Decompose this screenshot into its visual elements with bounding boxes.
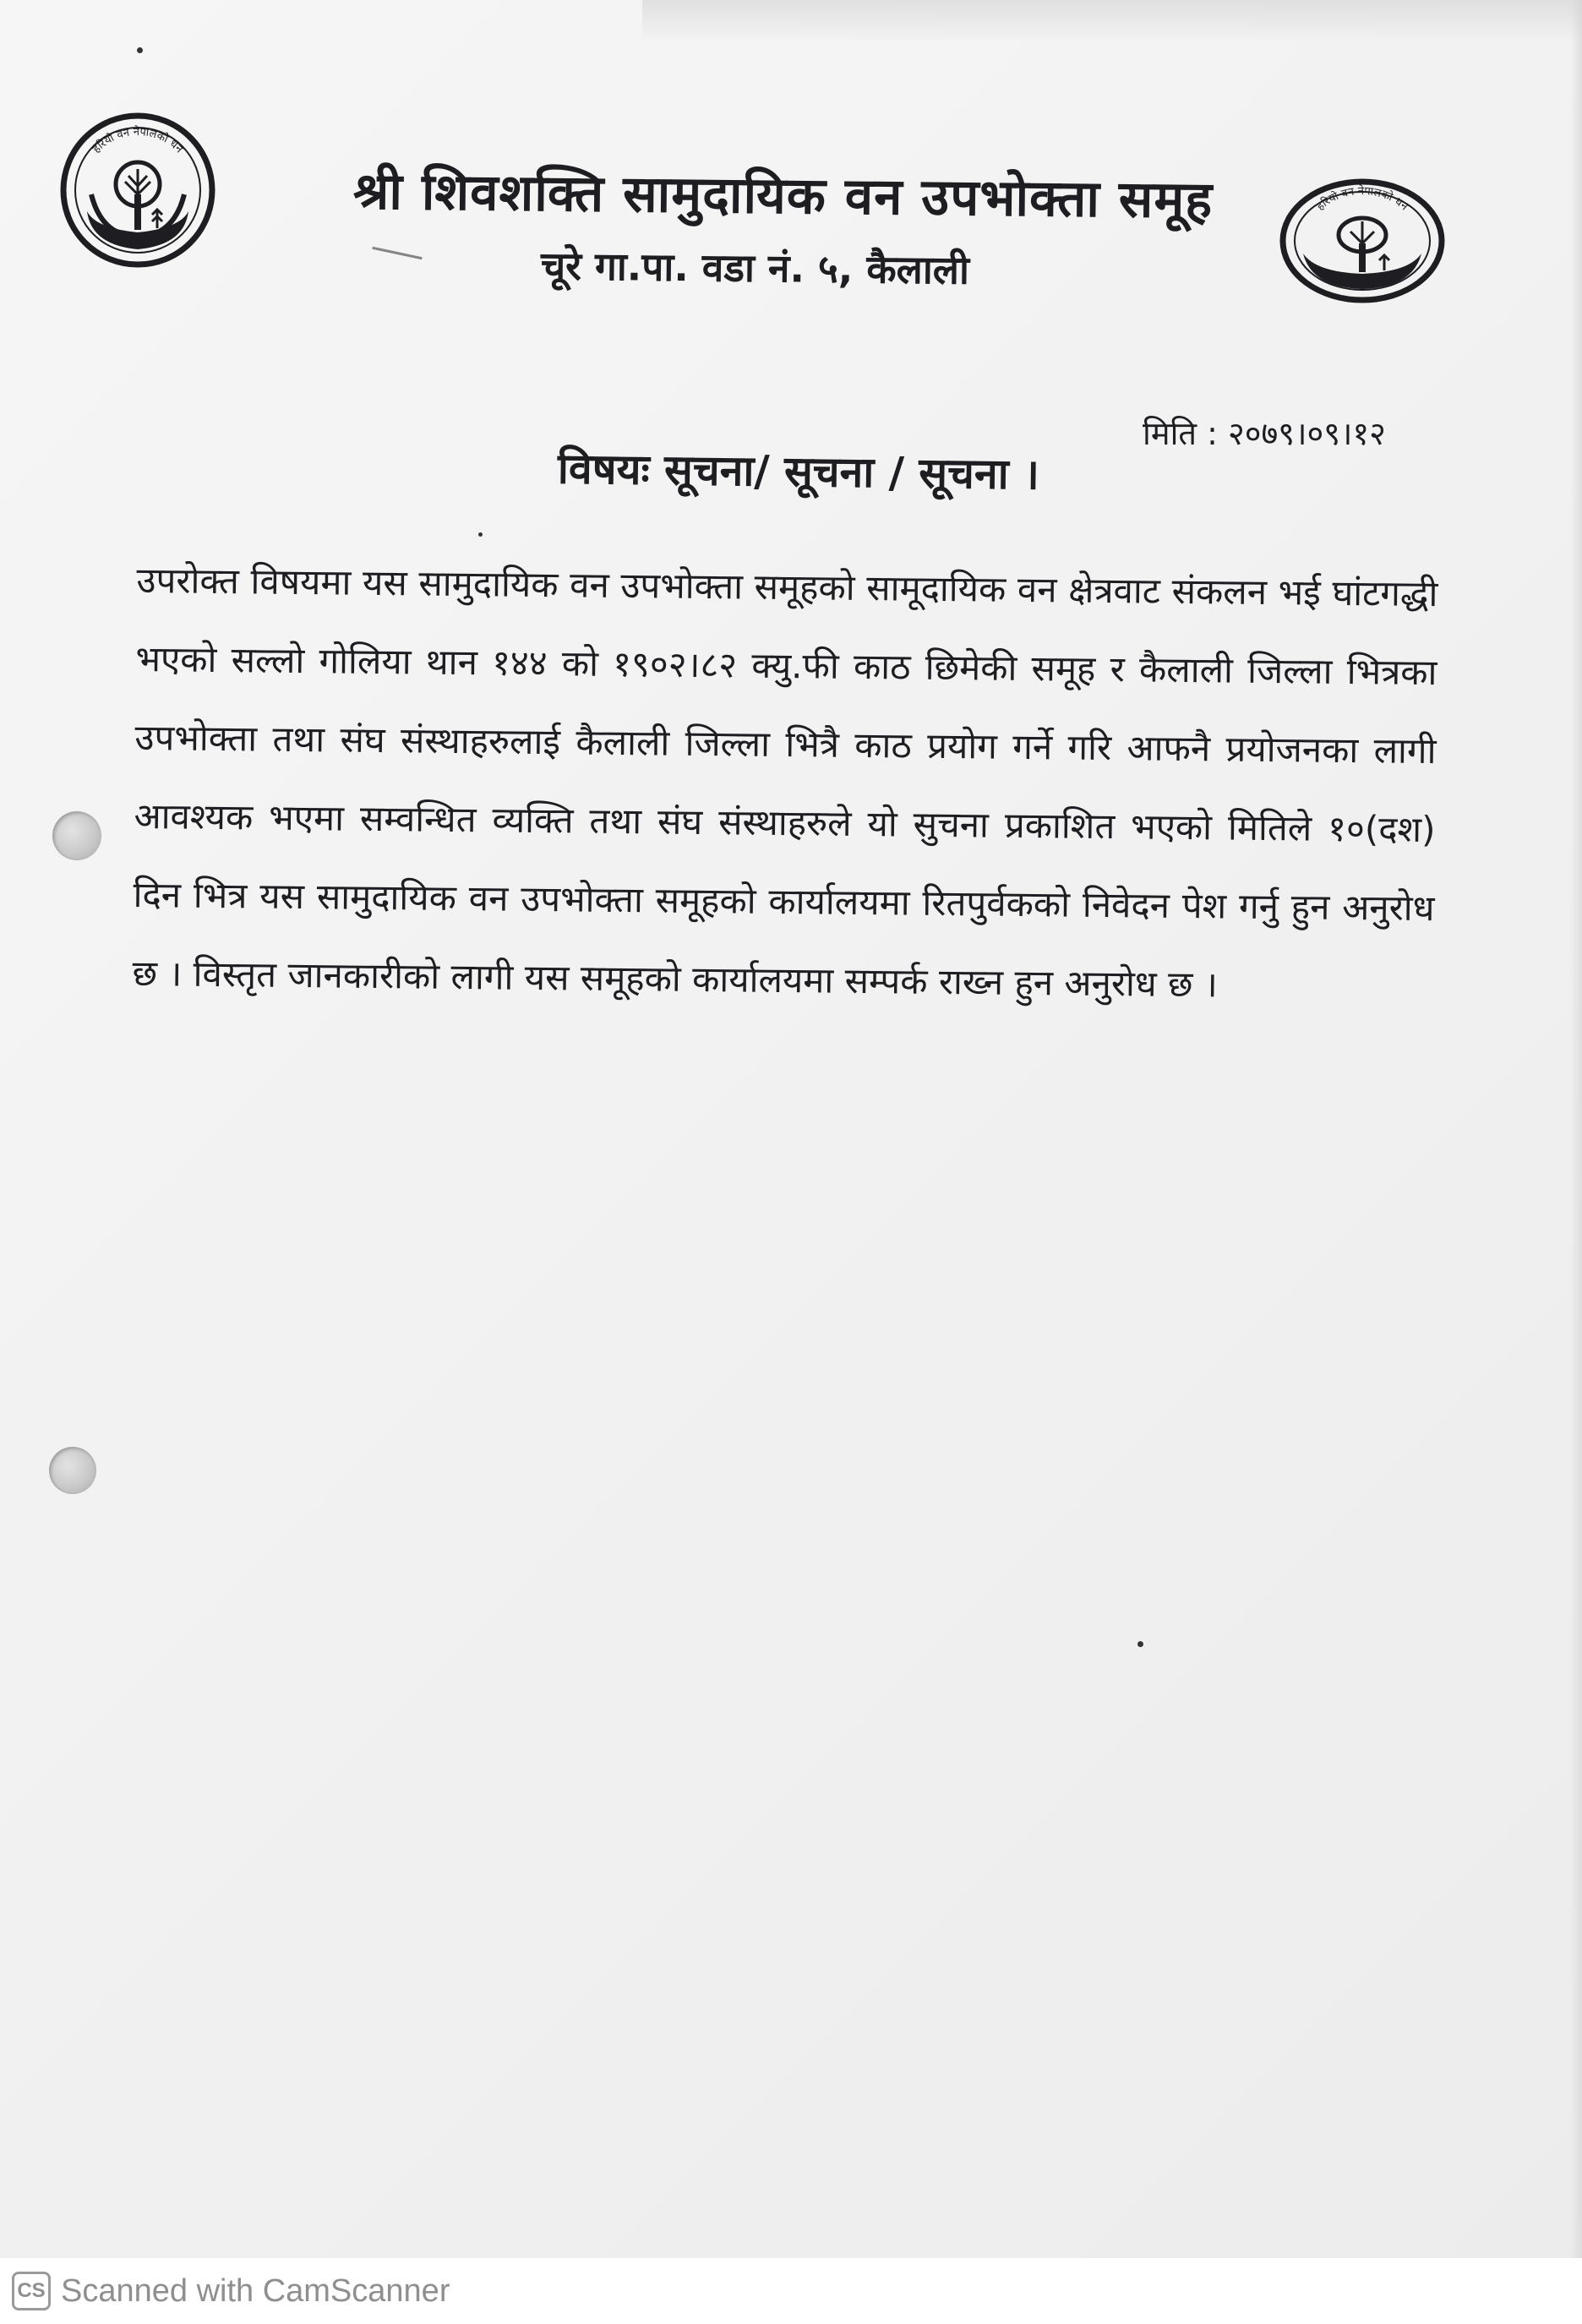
scan-shadow-right: [1570, 0, 1582, 2282]
ink-speck: [137, 47, 143, 53]
notice-subject: विषयः सूचना/ सूचना / सूचना ।: [557, 444, 1040, 499]
punch-hole: [49, 1447, 96, 1494]
punch-hole: [52, 811, 101, 860]
scanner-watermark-bar: [0, 2258, 1582, 2324]
ink-stroke-mark: [372, 247, 422, 259]
tree-in-hands-icon: [57, 110, 218, 270]
organization-name: श्री शिवशक्ति सामुदायिक वन उपभोक्ता समूह: [352, 161, 1214, 231]
ink-speck: [1137, 1641, 1143, 1647]
left-seal-logo: [57, 110, 218, 270]
scan-shadow-top: [642, 0, 1582, 42]
right-seal-logo: [1278, 177, 1447, 304]
ink-speck: [478, 532, 483, 537]
tree-in-hands-icon: [1278, 177, 1447, 304]
scanner-watermark-text: Scanned with CamScanner: [61, 2273, 450, 2309]
camscanner-logo-icon: CS: [12, 2272, 51, 2310]
svg-text:हरियो वन नेपालको धन: हरियो वन नेपालको धन: [1314, 184, 1410, 214]
organization-address: चूरे गा.पा. वडा नं. ५, कैलाली: [540, 243, 970, 293]
notice-date: मिति : २०७९।०९।१२: [1143, 415, 1386, 452]
svg-text:हरियो वन नेपालको धन: हरियो वन नेपालको धन: [90, 125, 186, 156]
notice-body: उपरोक्त विषयमा यस सामुदायिक वन उपभोक्ता समूहको सामूदायिक वन क्षेत्रवाट संकलन भई घांटगद्धी भएको सल्लो गोलिया थान १४४ को १९०२।८२ क्यु.फी काठ छिमेकी समूह र कैलाली जिल्ला भित्रका उपभोक्ता तथा संघ संस्थाहरुलाई कैलाली जिल्ला भित्रै काठ प्रयोग गर्ने गरि आफनै प्रयोजनका लागी आवश्यक भएमा सम्वन्धित व्यक्ति तथा संघ संस्थाहरुले यो सुचना प्रकाशित भएको मितिले १०(दश) दिन भित्र यस सामुदायिक वन उपभोक्ता समूहको कार्यालयमा रितपुर्वकको निवेदन पेश गर्नु हुन अनुरोध छ । विस्तृत जानकारीको लागी यस समूहको कार्यालयमा सम्पर्क राख्न हुन अनुरोध छ ।: [132, 559, 1438, 1006]
